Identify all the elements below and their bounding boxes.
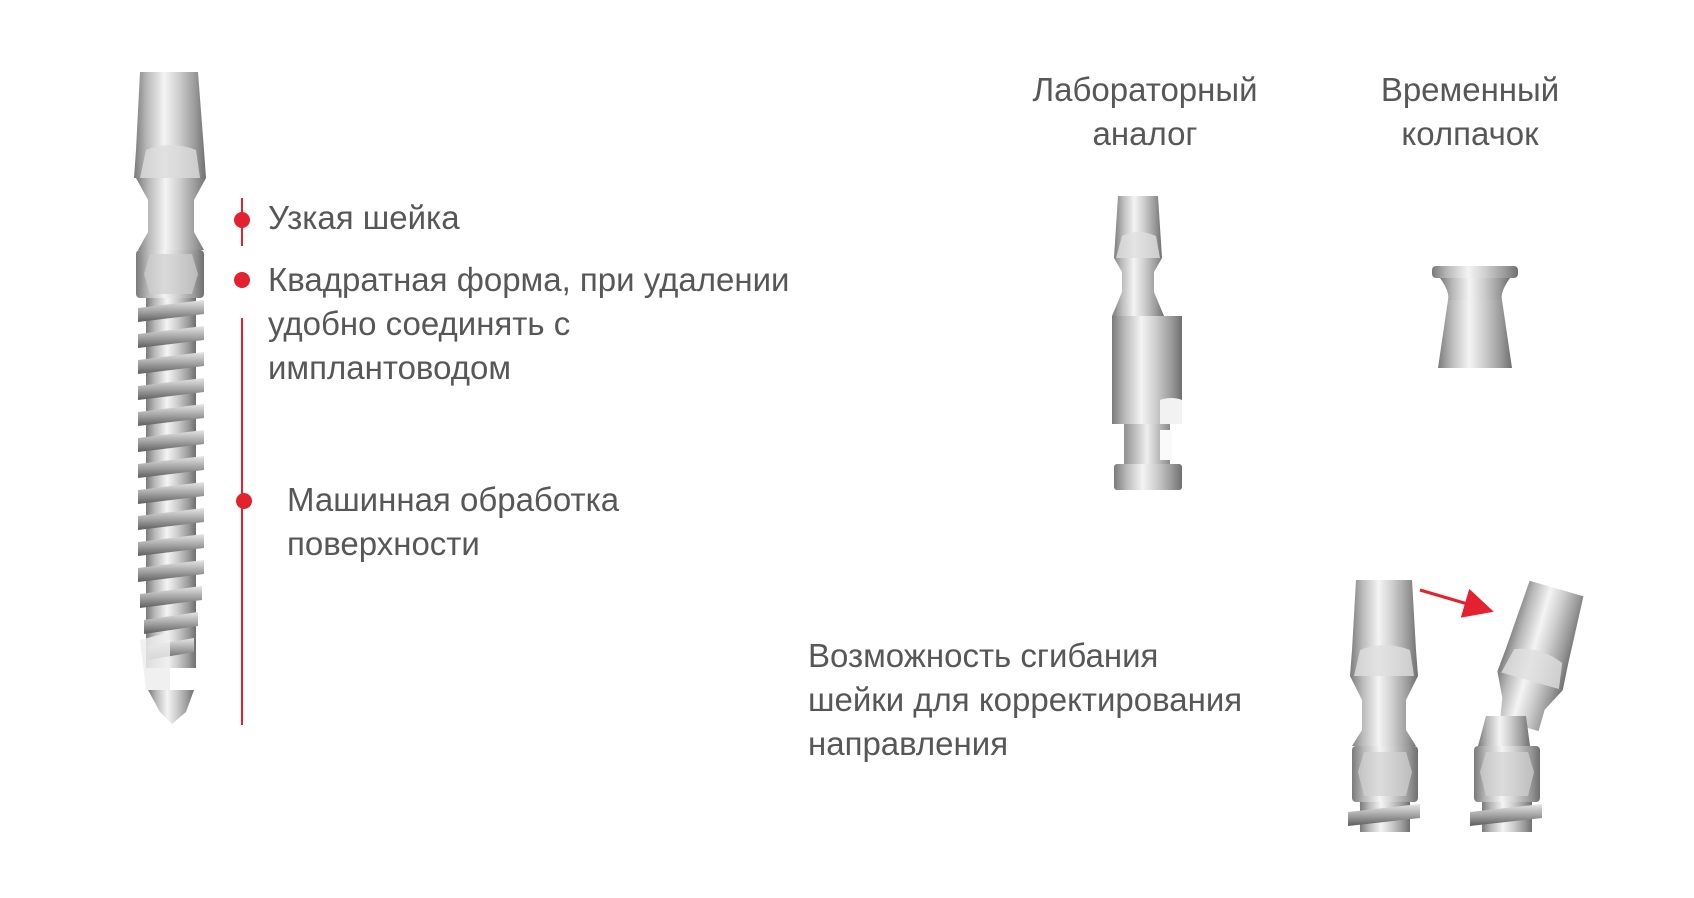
lab-analog-image [1112,196,1182,490]
square-shape-callout-label [268,258,789,390]
bend-arrow-icon [1420,590,1488,610]
label-line: колпачок [1401,115,1539,152]
neck-callout-label [268,196,460,240]
label-line: шейки для корректирования [808,681,1243,718]
label-line: Квадратная форма, при удалении [268,261,790,298]
machined-surface-callout-label [287,478,619,566]
label-line: Лабораторный [1032,71,1258,108]
bending-note-label [808,634,1242,766]
label-line: аналог [1092,115,1198,152]
implant-bent-image [1470,579,1589,832]
neck-callout-dot [234,212,250,228]
label-line: Возможность сгибания [808,637,1159,674]
implant-image [134,72,206,724]
surface-callout-dot [236,493,252,509]
callout-markers [234,198,252,725]
label-line: поверхности [287,525,480,562]
square-callout-dot [234,272,250,288]
lab-analog-title [1000,68,1290,156]
label-line: Узкая шейка [268,199,460,236]
label-line: направления [808,725,1009,762]
label-line: Временный [1380,71,1560,108]
temporary-cap-image [1432,266,1518,368]
implant-straight-image [1348,580,1420,832]
label-line: имплантоводом [268,349,512,386]
temporary-cap-title [1340,68,1600,156]
label-line: Машинная обработка [287,481,620,518]
label-line: удобно соединять с [268,305,571,342]
